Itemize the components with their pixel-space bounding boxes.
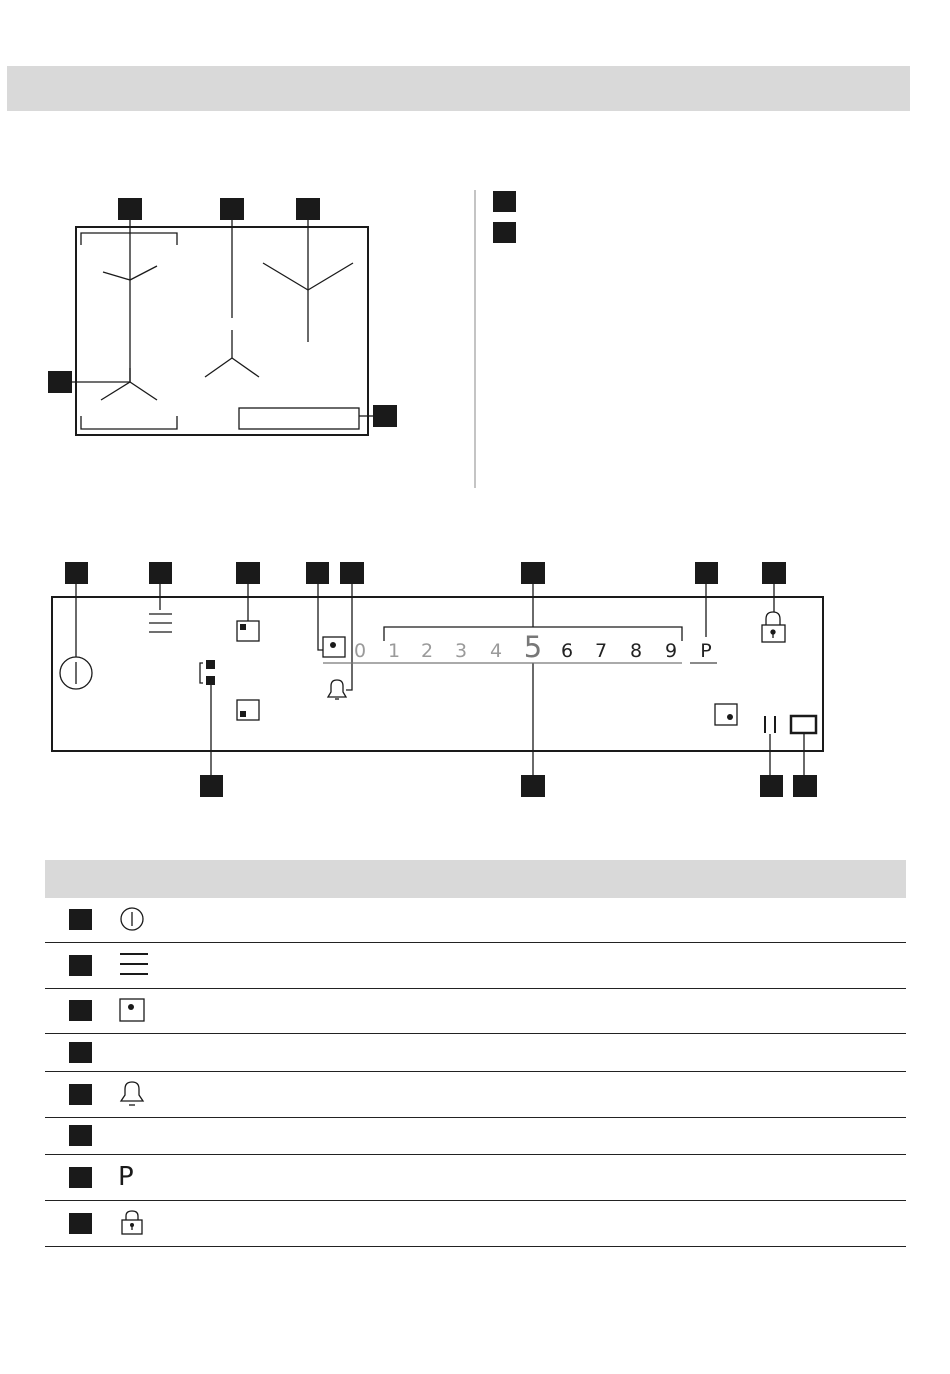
bell-icon xyxy=(328,680,346,699)
zone-top-icon xyxy=(237,621,259,641)
timer-zone-icon xyxy=(118,997,148,1025)
scale-digit: 8 xyxy=(629,640,643,662)
menu-icon xyxy=(149,614,172,632)
control-panel-outline xyxy=(52,597,823,751)
pause-icon xyxy=(765,716,775,733)
bridge-icon xyxy=(200,660,215,685)
table-row xyxy=(45,943,906,989)
row-marker xyxy=(69,1167,92,1188)
timer-zone-icon xyxy=(323,637,345,657)
row-marker xyxy=(69,1042,92,1063)
menu-icon xyxy=(118,951,152,979)
scale-digit: 4 xyxy=(489,640,503,662)
row-marker xyxy=(69,909,92,930)
lock-icon xyxy=(118,1209,146,1237)
zone-bottom-icon xyxy=(237,700,259,720)
table-row xyxy=(45,1072,906,1118)
bell-icon xyxy=(118,1079,148,1109)
keep-warm-icon xyxy=(791,716,816,733)
table-row xyxy=(45,1118,906,1155)
scale-digit: 5 xyxy=(523,630,543,664)
on-off-icon xyxy=(60,657,92,689)
legend-table-header xyxy=(45,860,906,898)
lock-icon xyxy=(762,612,785,642)
scale-digit: 6 xyxy=(560,640,574,662)
scale-digit: 3 xyxy=(454,640,468,662)
table-row xyxy=(45,898,906,943)
scale-digit: 2 xyxy=(420,640,434,662)
scale-digit: 9 xyxy=(664,640,678,662)
table-row xyxy=(45,1155,906,1201)
power-boost-label: P xyxy=(700,640,712,662)
power-scale xyxy=(354,630,712,664)
row-marker xyxy=(69,1000,92,1021)
scale-digit: 7 xyxy=(594,640,608,662)
zone-indicator-icon xyxy=(715,704,737,725)
table-row xyxy=(45,1034,906,1072)
row-marker xyxy=(69,1125,92,1146)
row-marker xyxy=(69,955,92,976)
row-marker xyxy=(69,1084,92,1105)
power-boost-symbol: P xyxy=(118,1162,134,1192)
scale-digit: 0 xyxy=(353,640,367,662)
on-off-icon xyxy=(118,905,146,933)
table-row xyxy=(45,989,906,1034)
row-marker xyxy=(69,1213,92,1234)
scale-digit: 1 xyxy=(387,640,401,662)
table-row xyxy=(45,1201,906,1247)
